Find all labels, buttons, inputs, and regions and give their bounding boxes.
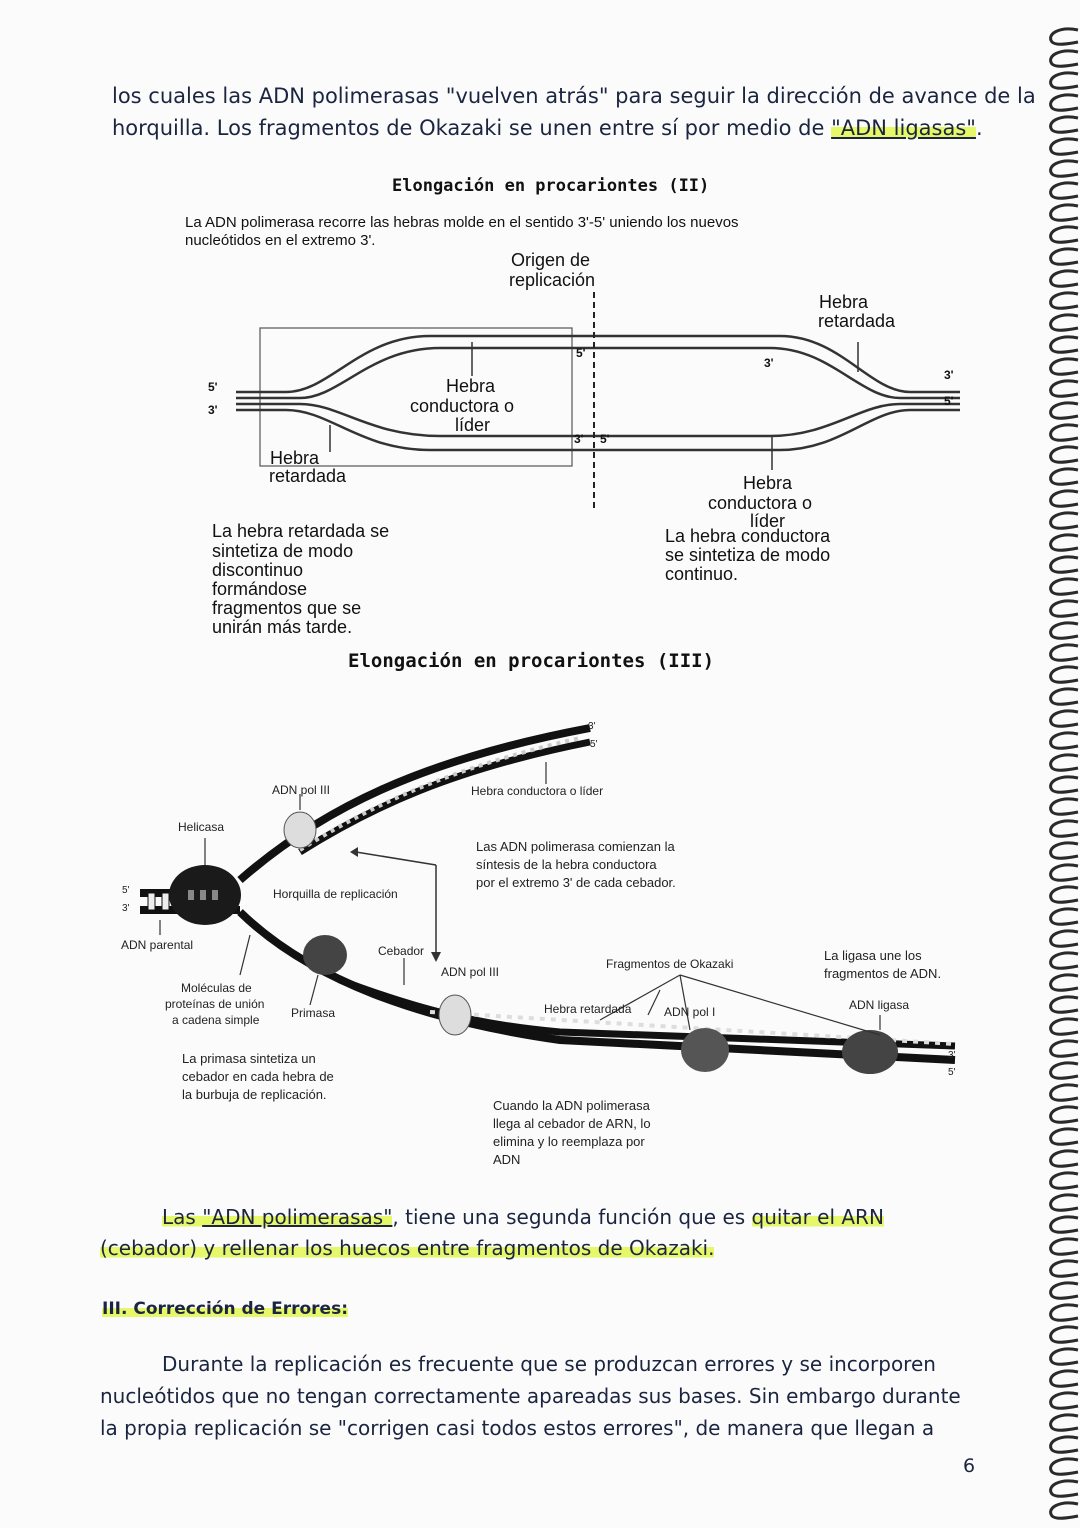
hebra-retardada-label: Hebra retardada	[544, 1002, 632, 1016]
note-right-line2: se sintetiza de modo	[665, 545, 831, 565]
spiral-ring	[1051, 997, 1078, 1012]
spiral-ring	[1051, 183, 1078, 198]
spiral-ring	[1051, 1415, 1078, 1430]
spiral-ring	[1051, 755, 1078, 770]
spiral-ring	[1051, 73, 1078, 88]
spiral-ring	[1051, 1107, 1078, 1122]
figure2-intro-line2: nucleótidos en el extremo 3'.	[185, 232, 376, 249]
polimerasa-note-line3: por el extremo 3' de cada cebador.	[476, 875, 676, 890]
spiral-ring	[1051, 931, 1078, 946]
spiral-ring	[1051, 557, 1078, 572]
spiral-ring	[1051, 645, 1078, 660]
inner-top-strand	[236, 348, 960, 398]
paragraph-mid-line1	[162, 1205, 884, 1229]
leading-strand-label: Hebra conductora o líder	[471, 784, 604, 798]
spiral-ring	[1051, 1503, 1078, 1518]
section-heading: III. Corrección de Errores:	[102, 1299, 348, 1319]
spiral-ring	[1051, 117, 1078, 132]
paragraph-top-line1: los cuales las ADN polimerasas "vuelven atrás" para seguir la dirección de avance de la	[112, 84, 1036, 108]
adn-parental-label: ADN parental	[121, 938, 194, 952]
spiral-ring	[1051, 1437, 1078, 1452]
spiral-ring	[1051, 29, 1078, 44]
spiral-ring	[1051, 293, 1078, 308]
lagging-left-line2: retardada	[269, 466, 347, 486]
replication-bubble-diagram	[0, 0, 1080, 560]
adn-pol-iii-bottom-label: ADN pol III	[441, 965, 500, 979]
mid-3-bottom: 3'	[574, 432, 584, 446]
spiral-ring	[1051, 1239, 1078, 1254]
end-3-right: 3'	[944, 368, 954, 382]
quitar-arn-highlight: quitar el ARN	[751, 1205, 884, 1229]
end-3-left: 3'	[208, 403, 218, 417]
spiral-ring	[1051, 711, 1078, 726]
leading-center-line3: líder	[455, 415, 491, 435]
spiral-ring	[1051, 425, 1078, 440]
lagging-right-line2: retardada	[818, 311, 896, 331]
origin-label-line1: Origen de	[511, 250, 591, 270]
spiral-ring	[1051, 1129, 1078, 1144]
helicasa-label: Helicasa	[178, 820, 225, 834]
leading-right-line3: líder	[750, 511, 786, 531]
spiral-ring	[1051, 1041, 1078, 1056]
outer-top-strand	[236, 336, 960, 392]
spiral-ring	[1051, 887, 1078, 902]
leading-right-line1: Hebra	[743, 473, 793, 493]
spiral-ring	[1051, 821, 1078, 836]
paragraph-bottom-line3: la propia replicación se "corrigen casi todos estos errores", de manera que llegan a	[100, 1416, 935, 1440]
spiral-ring	[1051, 843, 1078, 858]
spiral-ring	[1051, 249, 1078, 264]
note-right-line3: continuo.	[665, 564, 739, 584]
spiral-ring	[1051, 447, 1078, 462]
spiral-ring	[1051, 1305, 1078, 1320]
end-5-left: 5'	[208, 380, 218, 394]
spiral-ring	[1051, 491, 1078, 506]
page-number: 6	[963, 1455, 976, 1477]
paragraph-mid-c: , tiene una segunda función que es	[392, 1205, 752, 1229]
polimerasa-note-line1: Las ADN polimerasa comienzan la	[476, 839, 675, 854]
spiral-ring	[1051, 799, 1078, 814]
spiral-ring	[1051, 271, 1078, 286]
spiral-ring	[1051, 1349, 1078, 1364]
spiral-ring	[1051, 1371, 1078, 1386]
spiral-ring	[1051, 315, 1078, 330]
lagging-left-line1: Hebra	[270, 448, 320, 468]
spiral-ring	[1051, 1459, 1078, 1474]
ligasa-note-line2: fragmentos de ADN.	[824, 966, 942, 981]
mid-5-bottom: 5'	[600, 432, 610, 446]
note-right-line1: La hebra conductora	[665, 526, 831, 546]
primasa-note-line3: la burbuja de replicación.	[182, 1087, 327, 1102]
figure2-intro-line1: La ADN polimerasa recorre las hebras molde en el sentido 3'-5' uniendo los nuevos	[185, 214, 739, 231]
note-left-line1: La hebra retardada se	[212, 521, 390, 541]
adn-pol-i-label: ADN pol I	[664, 1005, 716, 1019]
adn-polimerasas-highlight: "ADN polimerasas"	[202, 1205, 393, 1229]
spiral-ring	[1051, 865, 1078, 880]
adn-pol-i-shape	[681, 1028, 729, 1072]
adn-pol-iii-top-label: ADN pol III	[272, 783, 331, 797]
right-3-end: 3'	[948, 1050, 956, 1061]
paragraph-bottom-line2: nucleótidos que no tengan correctamente apareadas sus bases. Sin embargo durante	[100, 1384, 961, 1408]
spiral-ring	[1051, 579, 1078, 594]
note-left-line3: discontinuo	[212, 560, 304, 580]
spiral-ring	[1051, 95, 1078, 110]
paragraph-bottom-line1: Durante la replicación es frecuente que se produzcan errores y se incorporen	[162, 1352, 936, 1376]
top-3-label: 3'	[764, 356, 774, 370]
figure2-title: Elongación en procariontes (II)	[392, 176, 710, 196]
ssb-line3: a cadena simple	[172, 1013, 260, 1027]
spiral-ring	[1051, 953, 1078, 968]
spiral-ring	[1051, 733, 1078, 748]
spiral-ring	[1051, 359, 1078, 374]
spiral-ring	[1051, 1393, 1078, 1408]
spiral-ring	[1051, 205, 1078, 220]
note-left-line4: formándose	[212, 579, 308, 599]
paragraph-mid-line2: (cebador) y rellenar los huecos entre fragmentos de Okazaki.	[100, 1236, 715, 1260]
spiral-ring	[1051, 1085, 1078, 1100]
spiral-ring	[1051, 1327, 1078, 1342]
ligasa-note-line1: La ligasa une los	[824, 948, 922, 963]
spiral-ring	[1051, 139, 1078, 154]
spiral-ring	[1051, 381, 1078, 396]
primasa-label: Primasa	[291, 1006, 336, 1020]
okazaki-label: Fragmentos de Okazaki	[606, 957, 734, 971]
spiral-ring	[1051, 337, 1078, 352]
paragraph-top-line2-c: .	[975, 116, 983, 140]
spiral-ring	[1051, 1063, 1078, 1078]
spiral-ring	[1051, 1283, 1078, 1298]
adn-ligasa-shape	[842, 1030, 898, 1074]
spiral-ring	[1051, 689, 1078, 704]
spiral-ring	[1051, 51, 1078, 66]
replication-fork-diagram	[0, 690, 1000, 1110]
ssb-line1: Moléculas de	[181, 981, 252, 995]
leading-right-line2: conductora o	[708, 493, 813, 513]
notebook-spiral	[1038, 20, 1080, 1520]
adn-ligasa-label: ADN ligasa	[849, 998, 910, 1012]
paragraph-top-line2-a: horquilla. Los fragmentos de Okazaki se unen entre sí por medio de	[112, 116, 832, 140]
lagging-right-line1: Hebra	[819, 292, 869, 312]
polimerasa-note-line2: síntesis de la hebra conductora	[476, 857, 657, 872]
spiral-ring	[1051, 909, 1078, 924]
spiral-ring	[1051, 535, 1078, 550]
spiral-ring	[1051, 975, 1078, 990]
adn-pol-iii-bottom-shape	[439, 995, 471, 1035]
spiral-ring	[1051, 1173, 1078, 1188]
mid-5-top: 5'	[576, 346, 586, 360]
spiral-ring	[1051, 601, 1078, 616]
end-5-right: 5'	[944, 394, 954, 408]
note-left-line6: unirán más tarde.	[212, 617, 353, 637]
spiral-ring	[1051, 1261, 1078, 1276]
top-3-end: 3'	[588, 721, 596, 732]
ssb-line2: proteínas de unión	[165, 997, 265, 1011]
paragraph-mid-a: Las	[162, 1205, 203, 1229]
left-3-end: 3'	[122, 903, 130, 914]
spiral-ring	[1051, 1019, 1078, 1034]
spiral-ring	[1051, 1151, 1078, 1166]
primasa-shape	[303, 935, 347, 975]
spiral-ring	[1051, 1217, 1078, 1232]
spiral-ring	[1051, 623, 1078, 638]
leading-center-line1: Hebra	[446, 376, 496, 396]
primasa-note-line1: La primasa sintetiza un	[182, 1051, 316, 1066]
pol-note-line1: Cuando la ADN polimerasa	[493, 1098, 650, 1113]
pol-note-line2: llega al cebador de ARN, lo	[493, 1116, 651, 1131]
pol-note-line3: elimina y lo reemplaza por	[493, 1134, 645, 1149]
primasa-note-line2: cebador en cada hebra de	[182, 1069, 334, 1084]
spiral-ring	[1051, 667, 1078, 682]
spiral-ring	[1051, 403, 1078, 418]
spiral-ring	[1051, 1481, 1078, 1496]
adn-pol-iii-top-shape	[284, 812, 316, 848]
cebador-label: Cebador	[378, 944, 425, 958]
top-5-end: 5'	[590, 739, 598, 750]
left-5-end: 5'	[122, 885, 130, 896]
figure3-title: Elongación en procariontes (III)	[348, 650, 715, 672]
spiral-ring	[1051, 777, 1078, 792]
right-5-end: 5'	[948, 1067, 956, 1078]
spiral-ring	[1051, 1195, 1078, 1210]
origin-label-line2: replicación	[509, 270, 596, 290]
spiral-ring	[1051, 161, 1078, 176]
adn-ligasas-highlight: "ADN ligasas"	[831, 116, 976, 140]
horquilla-label: Horquilla de replicación	[273, 887, 398, 901]
pol-note-line4: ADN	[493, 1152, 521, 1167]
leading-center-line2: conductora o	[410, 396, 515, 416]
note-left-line2: sintetiza de modo	[212, 541, 354, 561]
spiral-ring	[1051, 469, 1078, 484]
spiral-ring	[1051, 513, 1078, 528]
spiral-ring	[1051, 227, 1078, 242]
note-left-line5: fragmentos que se	[212, 598, 362, 618]
